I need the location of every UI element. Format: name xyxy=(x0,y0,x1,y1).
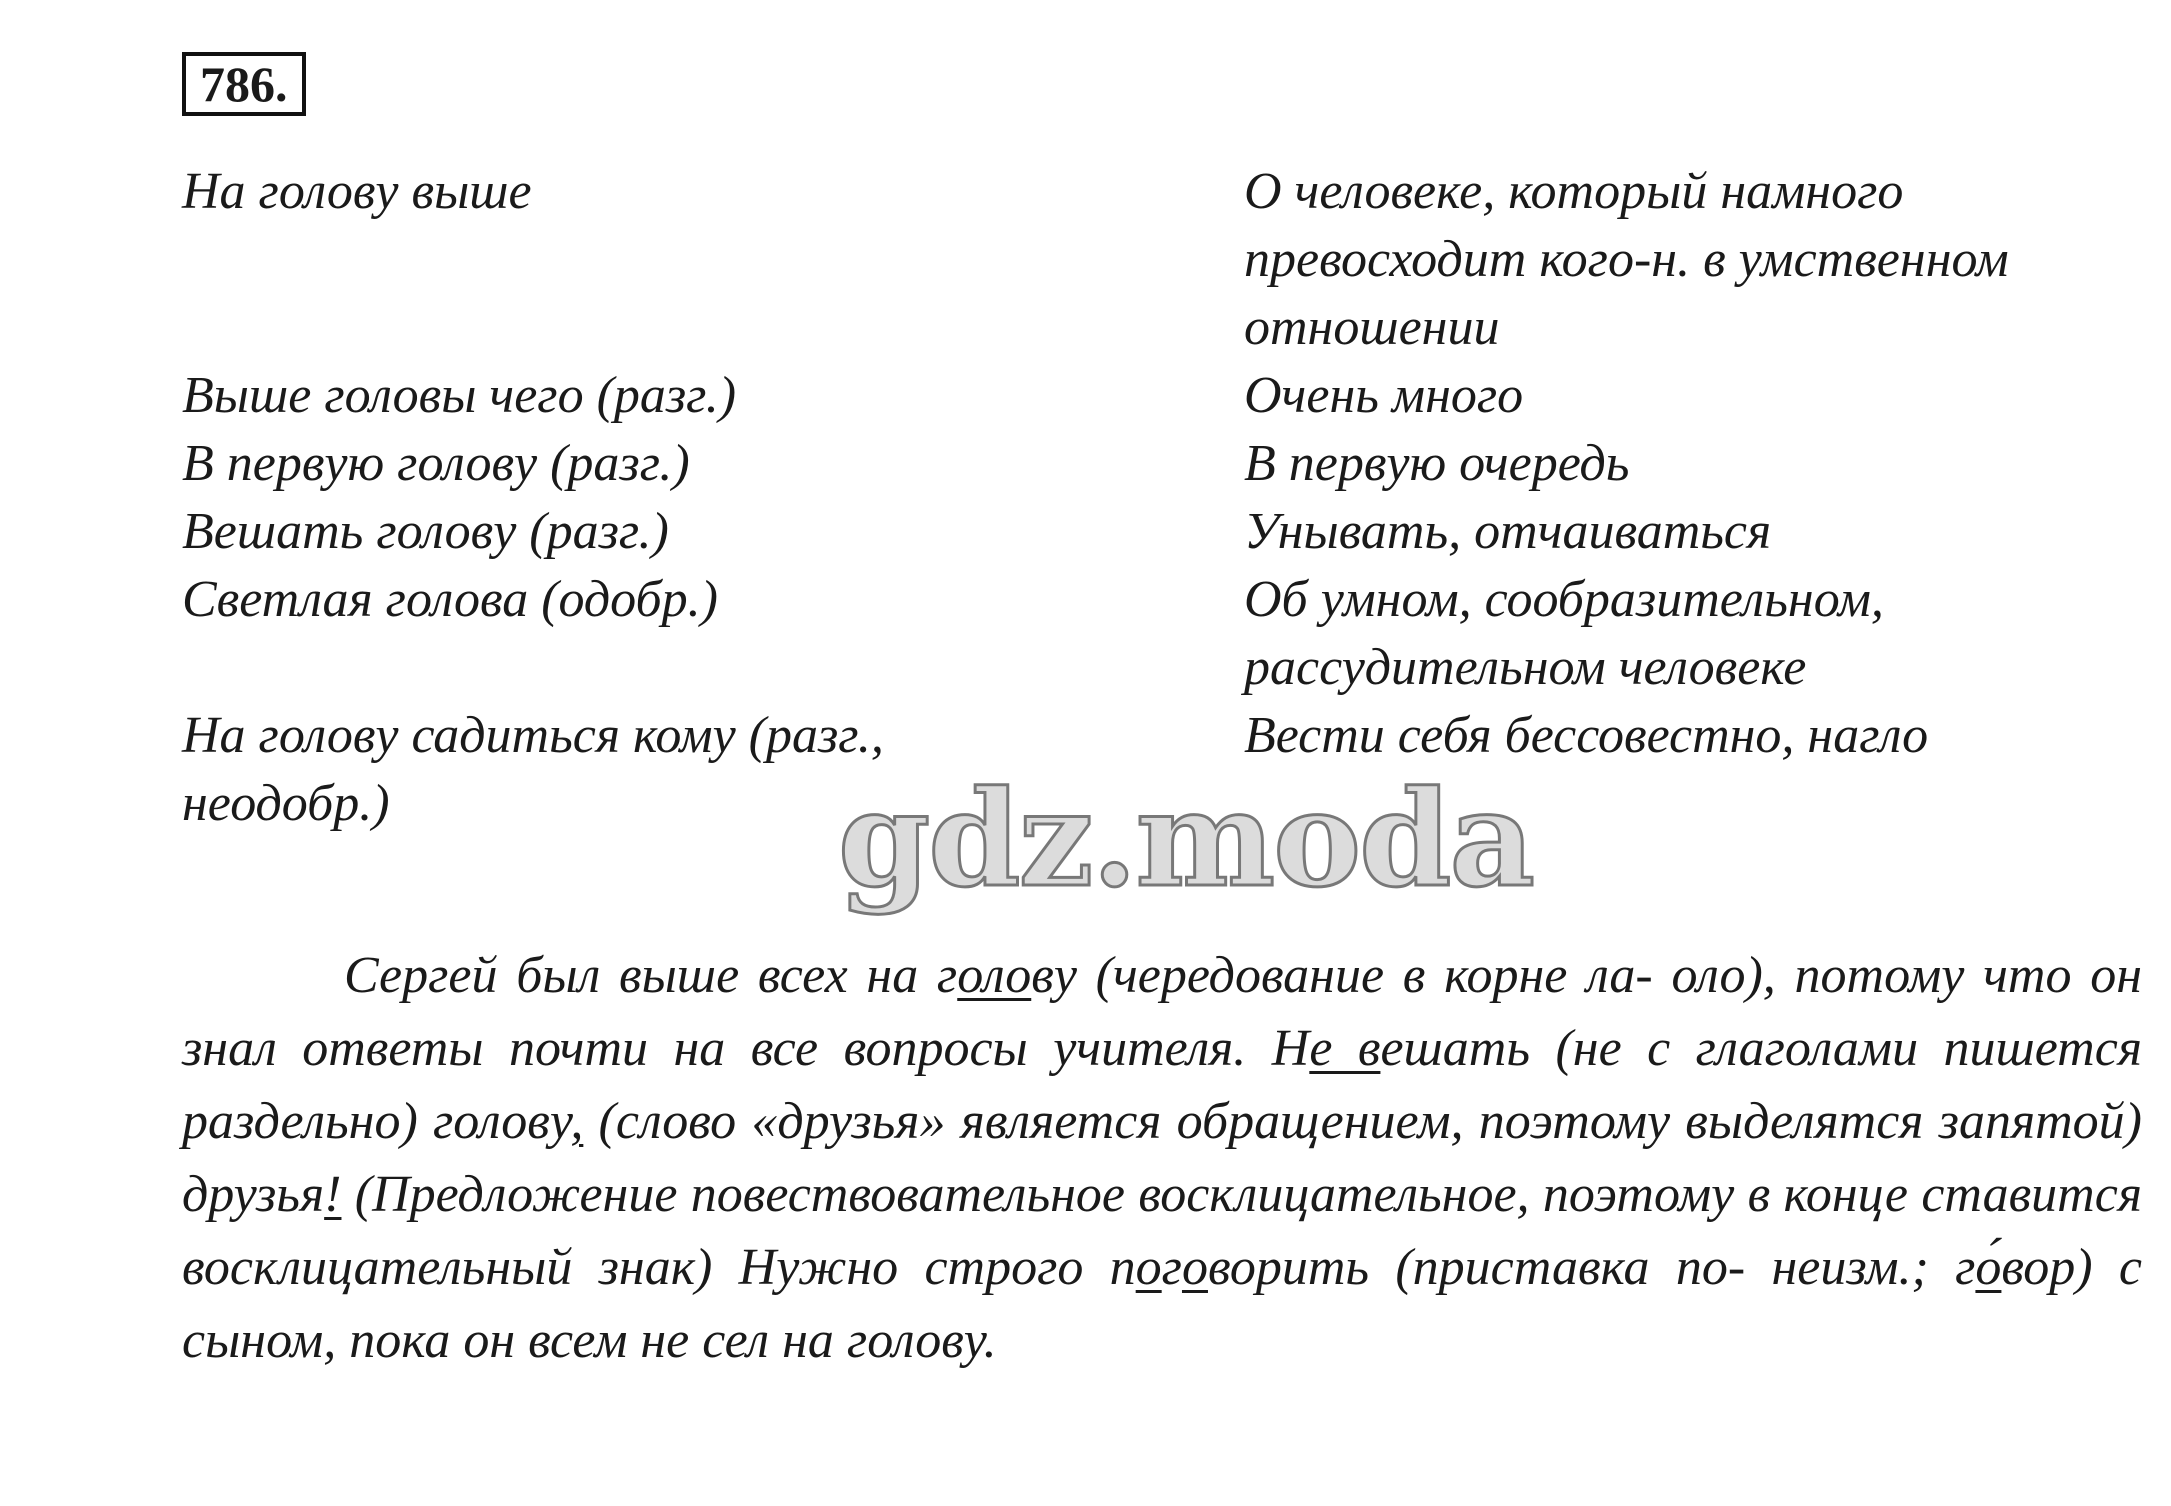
paragraph-text: г xyxy=(1161,1239,1182,1296)
example-paragraph xyxy=(182,939,2142,1377)
phrase-text: На голову выше xyxy=(182,163,532,220)
meaning-text: Вести себя бессовестно, нагло xyxy=(1244,707,1929,764)
phrase-row xyxy=(182,362,2142,430)
meaning-text: Очень много xyxy=(1244,367,1524,424)
paragraph-text: вор) с сыном, пока он всем не сел на голову. xyxy=(182,1239,2143,1369)
phrase-text: Светлая голова (одобр.) xyxy=(182,571,718,628)
exercise-number: 786. xyxy=(182,52,306,116)
meaning-text: О человеке, который намного превосходит кого-н. в умственном отношении xyxy=(1244,163,2009,356)
meaning-text: В первую очередь xyxy=(1244,435,1630,492)
underlined-letters: е в xyxy=(1309,1020,1381,1077)
phrase-text: Вешать голову (разг.) xyxy=(182,503,669,560)
phrase-table xyxy=(182,158,2142,838)
underlined-letters: о xyxy=(1135,1239,1162,1296)
paragraph-text: (Предложение повествовательное восклицательное, поэтому в конце ставится восклицательный знак) Нужно строго п xyxy=(182,1166,2142,1296)
underlined-comma: , xyxy=(570,1093,584,1150)
phrase-text: Выше головы чего (разг.) xyxy=(182,367,737,424)
paragraph-text: Сергей был выше всех на г xyxy=(344,947,958,1004)
paragraph-text: ву (чередование в корне ла- оло), потому что он знал ответы почти на все вопросы учителя. Н xyxy=(182,947,2143,1077)
phrase-row xyxy=(182,566,2142,702)
watermark-logo: gdz.moda xyxy=(838,762,1534,917)
phrase-row xyxy=(182,430,2142,498)
underlined-letters: оло xyxy=(957,947,1032,1004)
phrase-row xyxy=(182,498,2142,566)
phrase-row xyxy=(182,158,2142,362)
underlined-exclamation: ! xyxy=(324,1166,342,1223)
underlined-stressed-letter: о́ xyxy=(1975,1239,2002,1296)
underlined-letters: о xyxy=(1181,1239,1208,1296)
paragraph-text: ворить (приставка по- неизм.; г xyxy=(1207,1239,1976,1296)
paragraph-text: ешать (не с глаголами пишется раздельно) голову xyxy=(182,1020,2142,1150)
meaning-text: Об умном, сообразительном, рассудительном человеке xyxy=(1244,571,1884,696)
meaning-text: Унывать, отчаиваться xyxy=(1244,503,1772,560)
phrase-text: В первую голову (разг.) xyxy=(182,435,690,492)
paragraph-text: (слово «друзья» является обращением, поэтому выделятся запятой) друзья xyxy=(182,1093,2142,1223)
phrase-text: На голову садиться кому (разг., неодобр.) xyxy=(182,707,884,832)
